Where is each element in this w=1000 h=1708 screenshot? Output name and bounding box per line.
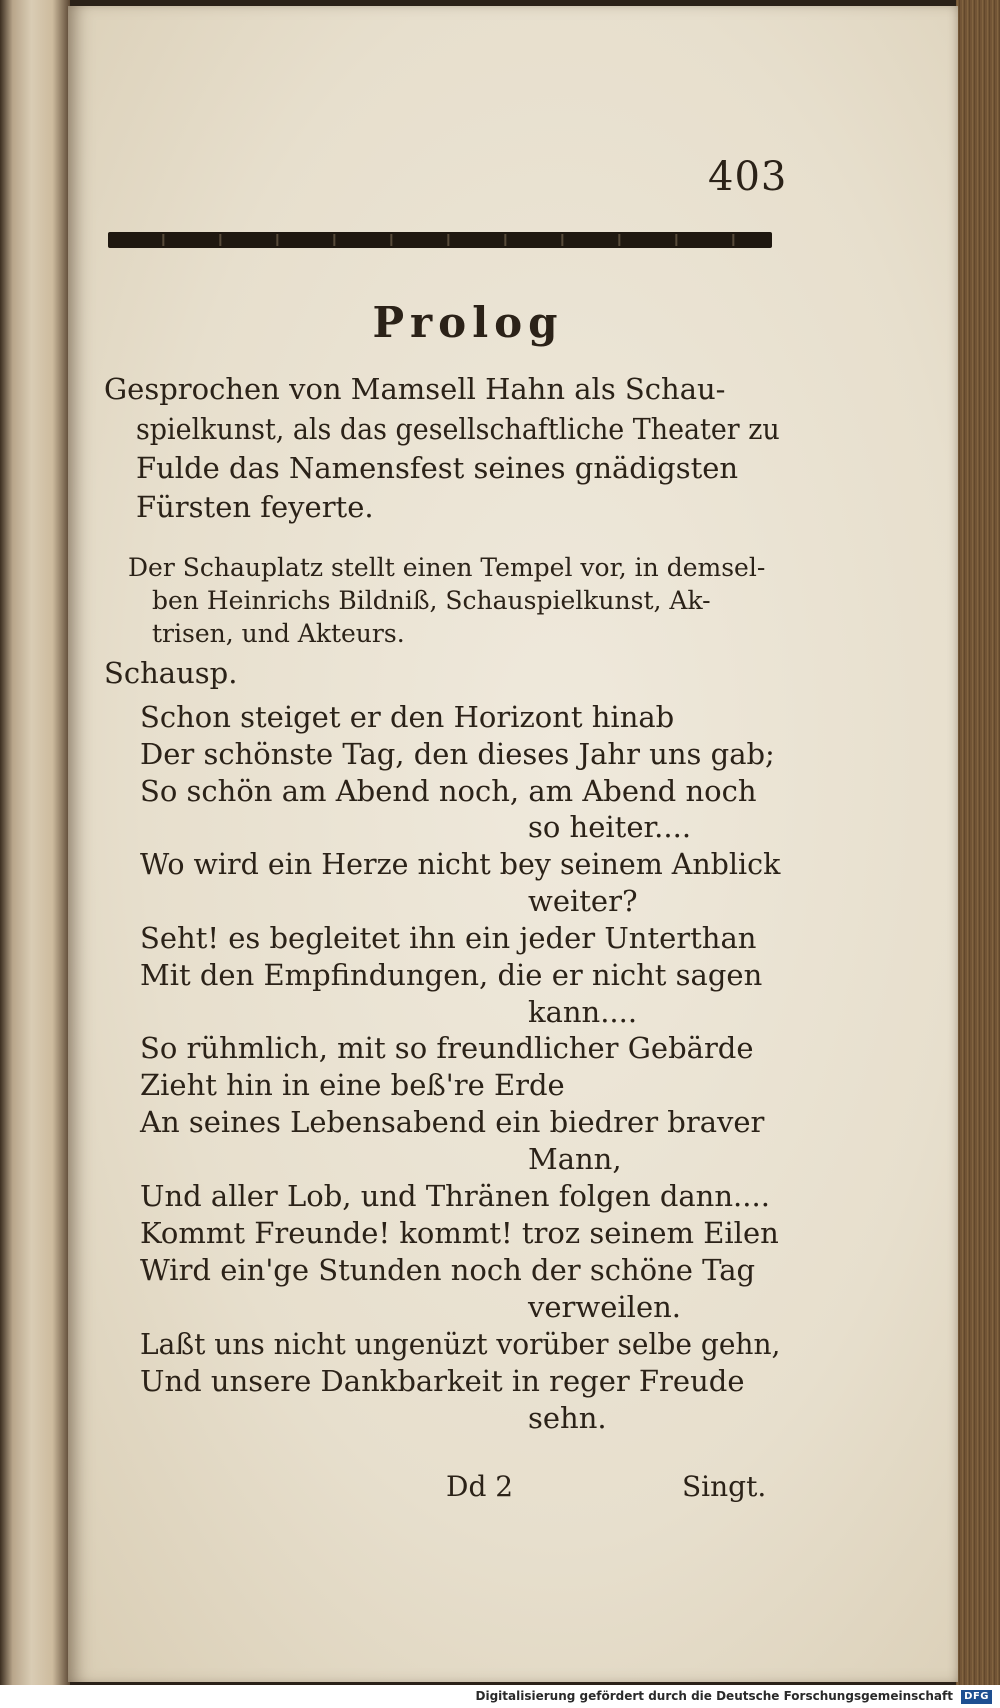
stage-direction-line: trisen, und Akteurs. [152, 619, 405, 648]
verse-line: Schon steiget er den Horizont hinab [140, 700, 675, 734]
verse-line: Wird ein'ge Stunden noch der schöne Tag [140, 1253, 756, 1287]
verse-line: So rühmlich, mit so freundlicher Gebärde [140, 1031, 754, 1065]
dfg-logo: DFG [961, 1690, 992, 1704]
verse-line: Der schönste Tag, den dieses Jahr uns gab; [140, 737, 775, 771]
verse-line: Und aller Lob, und Thränen folgen dann.... [140, 1179, 770, 1213]
verse-line: Kommt Freunde! kommt! troz seinem Eilen [140, 1216, 779, 1250]
verse-line: An seines Lebensabend ein biedrer braver [140, 1105, 765, 1139]
credit-text: Digitalisierung gefördert durch die Deutsche Forschungsgemeinschaft [475, 1689, 953, 1703]
subtitle-line: Fürsten feyerte. [136, 490, 374, 524]
page-number: 403 [708, 154, 788, 200]
verse-line: Und unsere Dankbarkeit in reger Freude [140, 1364, 745, 1398]
right-page-edges [956, 0, 1000, 1685]
left-page-edge [0, 0, 70, 1685]
subtitle-line: spielkunst, als das gesellschaftliche Theater zu [136, 412, 780, 446]
subtitle-line: Fulde das Namensfest seines gnädigsten [136, 451, 739, 485]
verse-line: so heiter.... [528, 810, 692, 844]
catchword: Singt. [682, 1470, 767, 1503]
verse-line: Seht! es begleitet ihn ein jeder Unterthan [140, 921, 757, 955]
speaker-label: Schausp. [104, 656, 238, 690]
verse-line: kann.... [528, 995, 638, 1029]
verse-line: Zieht hin in eine beß're Erde [140, 1068, 565, 1102]
book-page [68, 6, 958, 1682]
stage-direction-line: Der Schauplatz stellt einen Tempel vor, in demsel- [128, 553, 766, 582]
ornamental-rule [108, 232, 772, 248]
stage-direction-line: ben Heinrichs Bildniß, Schauspielkunst, Ak- [152, 586, 711, 615]
subtitle-line: Gesprochen von Mamsell Hahn als Schau- [104, 372, 726, 406]
verse-line: sehn. [528, 1401, 607, 1435]
verse-line: So schön am Abend noch, am Abend noch [140, 774, 757, 808]
verse-line: Wo wird ein Herze nicht bey seinem Anblick [140, 847, 781, 881]
signature-mark: Dd 2 [446, 1470, 514, 1503]
verse-line: Mann, [528, 1142, 622, 1176]
verse-line: verweilen. [528, 1290, 682, 1324]
verse-line: Mit den Empfindungen, die er nicht sagen [140, 958, 763, 992]
verse-line: Laßt uns nicht ungenüzt vorüber selbe gehn, [140, 1327, 781, 1361]
page-title: Prolog [372, 298, 564, 347]
digitization-credit [476, 1686, 992, 1706]
verse-line: weiter? [528, 884, 638, 918]
